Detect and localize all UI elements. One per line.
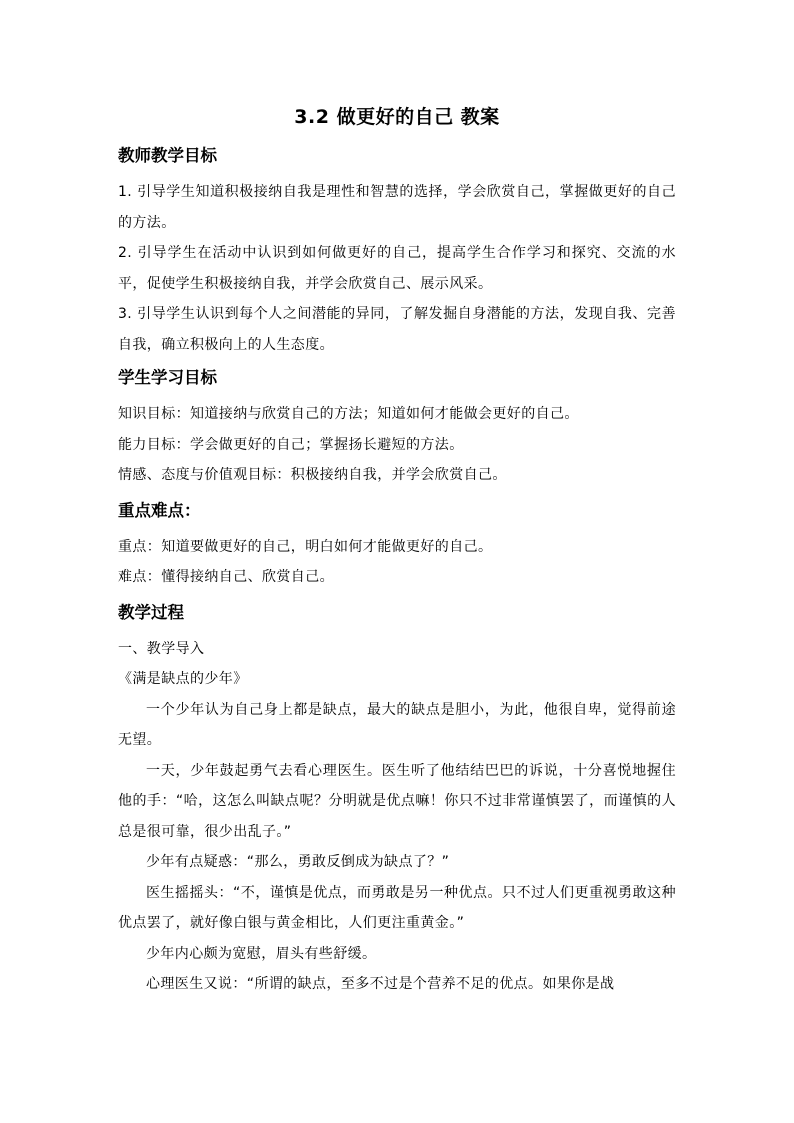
teacher-goal-item: 3. 引导学生认识到每个人之间潜能的异同，了解发掘自身潜能的方法，发现自我、完善自我，确立积极向上的人生态度。 — [118, 306, 676, 353]
teacher-goal-item: 1. 引导学生知道积极接纳自我是理性和智慧的选择，学会欣赏自己，掌握做更好的自己的方法。 — [118, 184, 676, 231]
document-title: 3.2 做更好的自己 教案 — [294, 106, 500, 128]
teacher-goals-heading: 教师教学目标 — [118, 146, 217, 165]
process-subheading: 一、教学导入 — [118, 640, 205, 657]
story-title: 《满是缺点的少年》 — [118, 671, 248, 687]
student-goal-item: 能力目标：学会做更好的自己；掌握扬长避短的方法。 — [118, 436, 464, 453]
student-goals-heading: 学生学习目标 — [118, 368, 217, 387]
story-paragraph: 少年有点疑惑：“那么，勇敢反倒成为缺点了？” — [146, 854, 450, 870]
teacher-goal-item: 2. 引导学生在活动中认识到如何做更好的自己，提高学生合作学习和探究、交流的水平，促使学生积极接纳自我，并学会欣赏自己、展示风采。 — [118, 245, 676, 292]
student-goal-item: 情感、态度与价值观目标：积极接纳自我，并学会欣赏自己。 — [118, 467, 507, 483]
key-point-item: 重点：知道要做更好的自己，明白如何才能做更好的自己。 — [118, 538, 493, 555]
process-heading: 教学过程 — [118, 602, 184, 622]
story-paragraph: 少年内心颇为宽慰，眉头有些舒缓。 — [146, 945, 377, 962]
key-point-item: 难点：懂得接纳自己、欣赏自己。 — [118, 569, 334, 585]
story-paragraph: 一个少年认为自己身上都是缺点，最大的缺点是胆小，为此，他很自卑，觉得前途无望。 — [118, 701, 676, 748]
story-paragraph: 心理医生又说：“所谓的缺点，至多不过是个营养不足的优点。如果你是战 — [146, 976, 615, 992]
story-paragraph: 一天，少年鼓起勇气去看心理医生。医生听了他结结巴巴的诉说，十分喜悦地握住他的手：“哈，这怎么叫缺点呢？分明就是优点嘛！你只不过非常谨慎罢了，而谨慎的人总是很可靠，很少出乱子。” — [118, 762, 676, 840]
student-goal-item: 知识目标：知道接纳与欣赏自己的方法；知道如何才能做会更好的自己。 — [118, 406, 579, 422]
key-points-heading: 重点难点： — [118, 500, 201, 520]
story-paragraph: 医生摇摇头：“不，谨慎是优点，而勇敢是另一种优点。只不过人们更重视勇敢这种优点罢了，就好像白银与黄金相比，人们更注重黄金。” — [118, 884, 676, 931]
